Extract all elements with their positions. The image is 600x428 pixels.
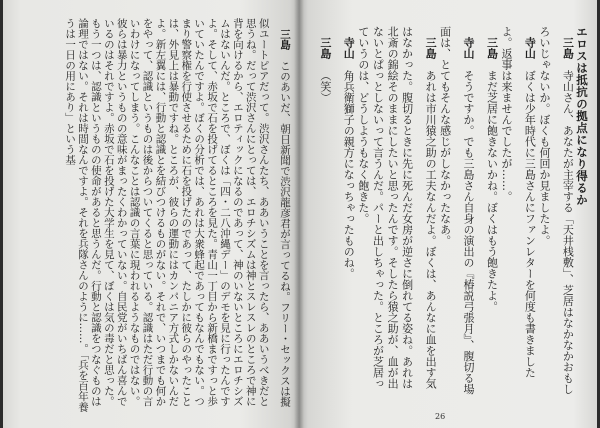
speaker-label: 三島 bbox=[318, 37, 332, 59]
dialogue-paragraph bbox=[63, 18, 291, 414]
book-gutter bbox=[294, 0, 304, 428]
left-page-text bbox=[11, 18, 291, 414]
dialogue-text: あれは市川猿之助の工夫なんだよ。ぼくは、あんなに血を出す気はなかった。腹切るときに先に死んだ女房が逆さに倒れてる姿ね。あれは北斎の錦絵そのままにしたいと思ったんです。そしたら猿之助が、血が出ないとぱっとしないって言うんだ。パーと出しちゃった。ところが芝居っていうのは、どうしようもなく飽きた。 bbox=[356, 26, 438, 389]
speaker-label: 三島 bbox=[561, 37, 575, 59]
dialogue-paragraph bbox=[498, 26, 536, 398]
speaker-label: 寺山 bbox=[342, 37, 356, 59]
dialogue-text: 角兵衛獅子の親方になっちゃったものね。 bbox=[342, 70, 356, 279]
dialogue-text: このあいだ、朝日新聞で渋沢龍彦君が言ってるね。フリー・セックスは擬似ユートピアだって。渋沢さんたち、ああいうことを言ったら、ああいうべきだと思うね。だって渋沢さんにとっては、エロチシズムは神とスレスレのところで神に背を向けるから、エロティックになるのであって、神のいないところにエロチシズムはないんだ。ところで、ぼくは「四・二八沖縄デー」のデモを見に行ったんですよ。そして、赤坂で石を投げてるところを見た。青山一丁目から新橋まですっと歩いていたんですよ。ぼくの分析では、あれは大衆蜂起であってもなんでもない。つまり警察権を行使させるために石を投げたのであって、たしかに彼らのやったことは、外見上は暴動ですね。ところが、彼らの運動にはカンパニア方式しかないんだよ。新左翼には、行動と認識とを結びつけるものがない。それで、いつまでも何かをやって、認識というものは後からついてくると思っている。認識はただ行動の言いわけになってしまう。こんなことは認識の言葉に現われるようなものではない。彼らは暴力というものの意味がまったくわかっていない。自民党がいちばん喜んでいるのはそれですよ。赤坂で石を投げた大学生を見て、ぼくは気の毒だと思った。もう一つは、認識というものの使命があると思うんだ。行動と認識をつなぐものは論理ではない。それは時間なんですよ。それを兵隊さんのように……。「兵を百年養うは一日の用にあり」という基 bbox=[64, 18, 291, 412]
speaker-label: 寺山 bbox=[462, 37, 476, 59]
dialogue-text: そうですか。でも三島さん自身の演出の『椿説弓張月』、腹切る場面は、とてもそんな感じがしなかったなあ。 bbox=[438, 26, 476, 395]
right-page-text bbox=[313, 26, 589, 398]
speaker-label: 三島 bbox=[424, 37, 438, 59]
dialogue-paragraph bbox=[332, 26, 355, 398]
dialogue-paragraph bbox=[355, 26, 437, 398]
dialogue-paragraph bbox=[475, 26, 498, 398]
section-heading: エロスは抵抗の拠点になり得るか bbox=[575, 26, 589, 206]
dialogue-paragraph bbox=[536, 26, 574, 398]
right-page bbox=[299, 0, 597, 428]
dialogue-text: （笑） bbox=[318, 70, 332, 103]
page-number: 26 bbox=[435, 412, 446, 421]
dialogue-paragraph bbox=[313, 26, 332, 398]
dialogue-text: まだ芝居に飽きないかね。ぼくはもう飽きたよ。 bbox=[485, 70, 499, 312]
dialogue-paragraph bbox=[437, 26, 475, 398]
speaker-label: 寺山 bbox=[523, 37, 537, 59]
left-page bbox=[3, 0, 299, 428]
dialogue-text: 寺山さん、あなたが主宰する「天井桟敷」、芝居はなかなかおもしろいじゃないか。ぼくも何回か見ましたよ。 bbox=[538, 26, 575, 395]
speaker-label: 三島 bbox=[279, 28, 291, 50]
dialogue-text: ぼくは少年時代に三島さんにファンレターを何度も書きましたよ。返事は来ませんでしたが……。 bbox=[500, 26, 537, 378]
speaker-label: 三島 bbox=[485, 37, 499, 59]
